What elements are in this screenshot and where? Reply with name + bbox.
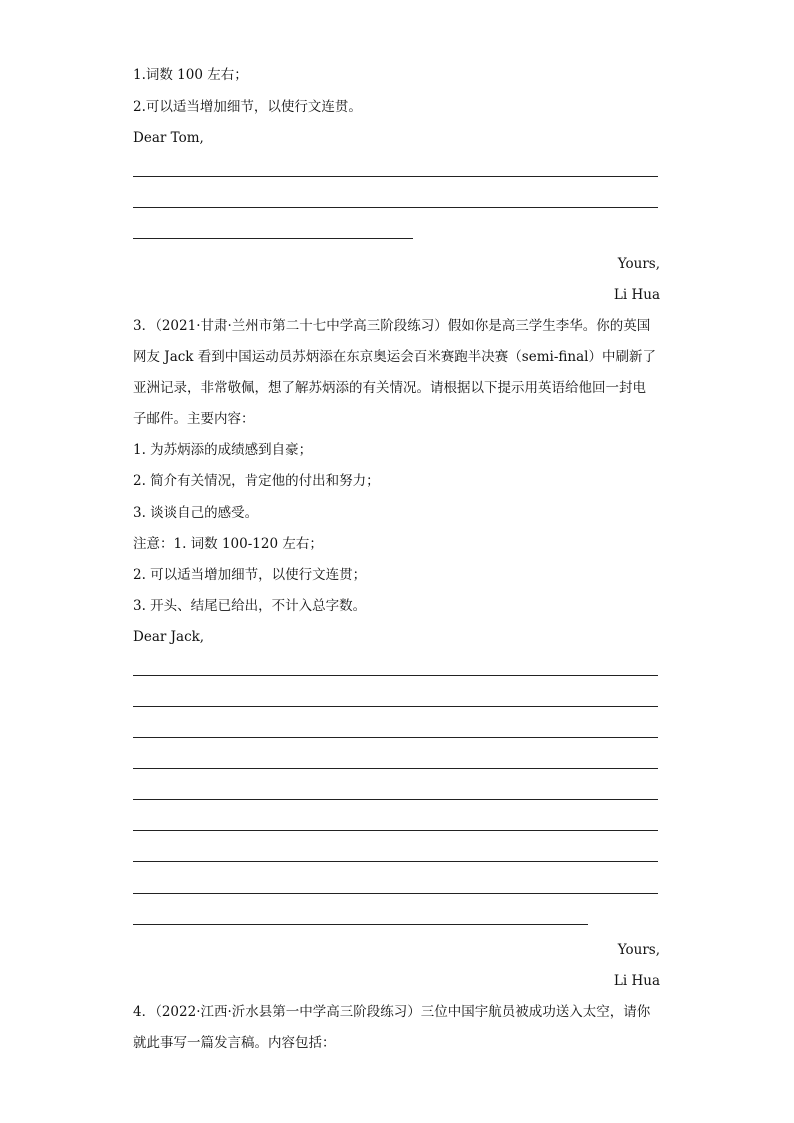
writing-note-2: 2. 可以适当增加细节，以使行文连贯； [133, 567, 367, 583]
letter-salutation: Dear Jack, [133, 629, 205, 645]
answer-line[interactable] [133, 238, 413, 239]
writing-note-3: 3. 开头、结尾已给出，不计入总字数。 [133, 598, 367, 614]
answer-line[interactable] [133, 861, 658, 862]
answer-line[interactable] [133, 176, 658, 177]
content-point-2: 2. 简介有关情况，肯定他的付出和努力； [133, 473, 380, 489]
letter-signature: Li Hua [613, 287, 660, 303]
letter-salutation: Dear Tom, [133, 130, 204, 146]
writing-note-1: 注意：1. 词数 100-120 左右； [133, 536, 323, 552]
question-3-line-4: 子邮件。主要内容： [133, 411, 255, 427]
letter-closing: Yours, [617, 256, 660, 272]
answer-line[interactable] [133, 675, 658, 676]
answer-line[interactable] [133, 706, 658, 707]
answer-line[interactable] [133, 830, 658, 831]
question-3-line-1: 3．（2021·甘肃·兰州市第二十七中学高三阶段练习）假如你是高三学生李华。你的英国 [133, 318, 651, 334]
writing-note-2: 2.可以适当增加细节，以使行文连贯。 [133, 99, 362, 115]
answer-line[interactable] [133, 768, 658, 769]
content-point-1: 1. 为苏炳添的成绩感到自豪； [133, 442, 313, 458]
answer-line[interactable] [133, 207, 658, 208]
content-point-3: 3. 谈谈自己的感受。 [133, 505, 259, 521]
answer-line[interactable] [133, 924, 588, 925]
question-4-line-2: 就此事写一篇发言稿。内容包括： [133, 1035, 336, 1051]
letter-signature: Li Hua [613, 973, 660, 989]
question-3-line-2: 网友 Jack 看到中国运动员苏炳添在东京奥运会百米赛跑半决赛（semi-final）中刷新了 [133, 349, 656, 365]
letter-closing: Yours, [617, 942, 660, 958]
question-3-line-3: 亚洲记录，非常敬佩，想了解苏炳添的有关情况。请根据以下提示用英语给他回一封电 [133, 380, 646, 396]
writing-note-1: 1.词数 100 左右； [133, 67, 248, 83]
answer-line[interactable] [133, 799, 658, 800]
answer-line[interactable] [133, 737, 658, 738]
answer-line[interactable] [133, 893, 658, 894]
question-4-line-1: 4．（2022·江西·沂水县第一中学高三阶段练习）三位中国宇航员被成功送入太空，请你 [133, 1004, 651, 1020]
